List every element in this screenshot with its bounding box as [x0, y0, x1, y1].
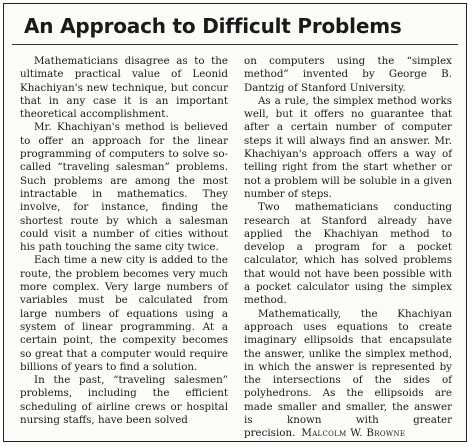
paragraph: In the past, “traveling salesmen” problems, including the efficient scheduling of airline crews or hospital nursing staffs, have been solved: [20, 374, 228, 427]
paragraph-last: [244, 308, 452, 441]
headline: An Approach to Difficult Problems: [24, 14, 402, 38]
paragraph: As a rule, the simplex method works well, but it offers no guarantee that after a certain number of computer steps it will always find an answer. Mr. Khachiyan's approach offers a way of telling right from the start whether or not a problem will be soluble in a given number of steps.: [244, 94, 452, 200]
paragraph-continued: on computers using the “simplex method” invented by George B. Dantzig of Stanford University.: [244, 55, 452, 94]
byline: Malcolm W. Browne: [301, 427, 406, 440]
newspaper-clipping: [3, 3, 467, 442]
article-body: [20, 55, 452, 441]
paragraph: Each time a new city is added to the route, the problem becomes very much more complex. Very large numbers of variables must be calculated from large numbers of equations using a system of linear programming. At a certain point, the compexity becomes so great that a computer would require billions of years to find a solution.: [20, 254, 228, 373]
paragraph: Mr. Khachiyan's method is believed to offer an approach for the linear programming of computers to solve so-called “traveling salesman” problems. Such problems are among the most intractable in mathematics. They involve, for instance, finding the shortest route by which a salesman could visit a number of cities without his path touching the same city twice.: [20, 121, 228, 254]
column-left: [20, 55, 228, 441]
paragraph: Mathematicians disagree as to the ultimate practical value of Leonid Khachiyan's new technique, but concur that in any case it is an important theoretical accomplishment.: [20, 55, 228, 121]
paragraph-text: Mathematically, the Khachiyan approach uses equations to create imaginary ellipsoids that encapsulate the answer, unlike the simplex method, in which the answer is represented by the intersections of the sides of polyhedrons. As the ellipsoids are made smaller and smaller, the answer is known with greater precision.: [244, 307, 452, 440]
headline-rule: [12, 44, 458, 45]
column-right: [244, 55, 452, 441]
paragraph: Two mathematicians conducting research at Stanford already have applied the Khachiyan method to develop a program for a pocket calculator, which has solved problems that would not have been possible with a pocket calculator using the simplex method.: [244, 201, 452, 307]
